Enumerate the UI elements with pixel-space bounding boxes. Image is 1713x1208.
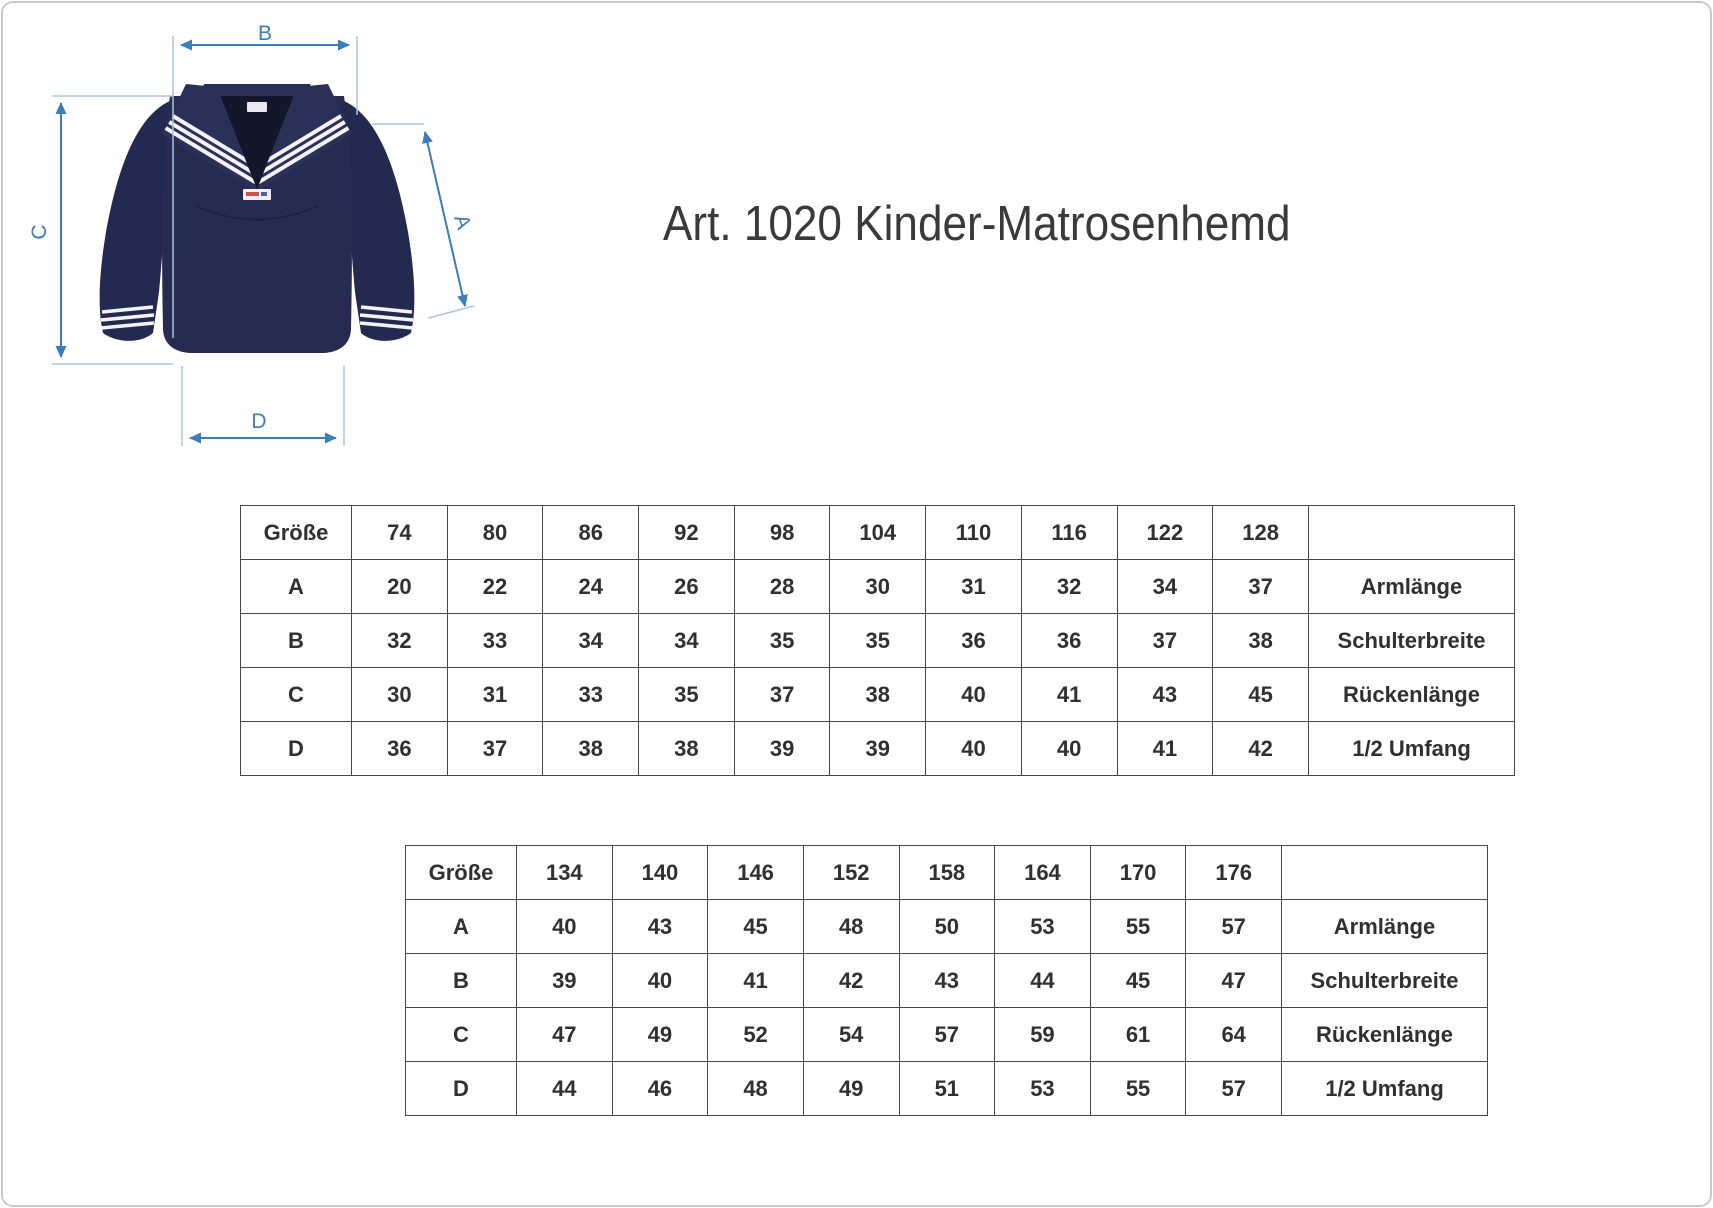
- inner-neck-tag: [247, 102, 267, 112]
- size-header-cell: 80: [447, 506, 543, 560]
- measure-value-cell: 64: [1186, 1008, 1282, 1062]
- measure-value-cell: 40: [926, 722, 1022, 776]
- size-header-cell: 176: [1186, 846, 1282, 900]
- measure-value-cell: 36: [1021, 614, 1117, 668]
- size-header-cell: 92: [639, 506, 735, 560]
- measure-value-cell: 33: [447, 614, 543, 668]
- measure-value-cell: 41: [1021, 668, 1117, 722]
- measure-label-header-empty: [1282, 846, 1488, 900]
- measure-value-cell: 38: [543, 722, 639, 776]
- size-header-label: Größe: [241, 506, 352, 560]
- measure-value-cell: 61: [1090, 1008, 1186, 1062]
- measure-value-cell: 24: [543, 560, 639, 614]
- measure-value-cell: 28: [734, 560, 830, 614]
- measure-value-cell: 55: [1090, 1062, 1186, 1116]
- measure-key-cell: A: [241, 560, 352, 614]
- measure-value-cell: 42: [803, 954, 899, 1008]
- measure-key-cell: D: [406, 1062, 517, 1116]
- measure-label-cell: Armlänge: [1309, 560, 1515, 614]
- measure-value-cell: 39: [517, 954, 613, 1008]
- size-header-cell: 104: [830, 506, 926, 560]
- measure-row-c: [406, 1008, 1488, 1062]
- measure-value-cell: 57: [1186, 900, 1282, 954]
- measure-value-cell: 34: [639, 614, 735, 668]
- size-header-cell: 86: [543, 506, 639, 560]
- measure-value-cell: 53: [995, 1062, 1091, 1116]
- measure-row-d: [406, 1062, 1488, 1116]
- measure-value-cell: 20: [352, 560, 448, 614]
- measure-label-cell: Rückenlänge: [1282, 1008, 1488, 1062]
- measure-value-cell: 40: [1021, 722, 1117, 776]
- measure-row-a: [241, 560, 1515, 614]
- page-title: Art. 1020 Kinder-Matrosenhemd: [663, 197, 1291, 251]
- measure-value-cell: 57: [899, 1008, 995, 1062]
- measure-label-cell: Schulterbreite: [1309, 614, 1515, 668]
- measure-key-cell: B: [241, 614, 352, 668]
- measure-label-cell: Schulterbreite: [1282, 954, 1488, 1008]
- measure-value-cell: 47: [517, 1008, 613, 1062]
- size-header-cell: 140: [612, 846, 708, 900]
- measure-value-cell: 41: [1117, 722, 1213, 776]
- measure-key-cell: C: [241, 668, 352, 722]
- measure-value-cell: 52: [708, 1008, 804, 1062]
- size-header-cell: 164: [995, 846, 1091, 900]
- measure-value-cell: 30: [830, 560, 926, 614]
- size-header-cell: 122: [1117, 506, 1213, 560]
- measure-value-cell: 33: [543, 668, 639, 722]
- measure-value-cell: 32: [352, 614, 448, 668]
- measure-value-cell: 35: [734, 614, 830, 668]
- dimension-label-d: D: [251, 410, 267, 433]
- measure-value-cell: 47: [1186, 954, 1282, 1008]
- size-header-row: [241, 506, 1515, 560]
- size-table-134-176: [405, 845, 1488, 1116]
- size-header-cell: 170: [1090, 846, 1186, 900]
- measure-value-cell: 41: [708, 954, 804, 1008]
- measure-row-a: [406, 900, 1488, 954]
- measure-value-cell: 37: [447, 722, 543, 776]
- size-table-74-128: [240, 505, 1515, 776]
- measure-value-cell: 37: [734, 668, 830, 722]
- measure-row-b: [241, 614, 1515, 668]
- size-header-row: [406, 846, 1488, 900]
- measure-value-cell: 43: [899, 954, 995, 1008]
- measure-value-cell: 49: [612, 1008, 708, 1062]
- measure-value-cell: 43: [612, 900, 708, 954]
- measure-label-header-empty: [1309, 506, 1515, 560]
- size-header-cell: 110: [926, 506, 1022, 560]
- measure-value-cell: 30: [352, 668, 448, 722]
- measure-value-cell: 36: [352, 722, 448, 776]
- measure-value-cell: 44: [517, 1062, 613, 1116]
- measure-value-cell: 38: [639, 722, 735, 776]
- measure-label-cell: 1/2 Umfang: [1309, 722, 1515, 776]
- measure-value-cell: 31: [447, 668, 543, 722]
- measure-value-cell: 40: [517, 900, 613, 954]
- measure-value-cell: 22: [447, 560, 543, 614]
- measure-row-d: [241, 722, 1515, 776]
- size-header-label: Größe: [406, 846, 517, 900]
- measure-row-c: [241, 668, 1515, 722]
- measure-key-cell: B: [406, 954, 517, 1008]
- size-header-cell: 146: [708, 846, 804, 900]
- measure-value-cell: 57: [1186, 1062, 1282, 1116]
- measure-value-cell: 55: [1090, 900, 1186, 954]
- measure-value-cell: 37: [1213, 560, 1309, 614]
- measure-value-cell: 37: [1117, 614, 1213, 668]
- measure-key-cell: D: [241, 722, 352, 776]
- measure-value-cell: 35: [639, 668, 735, 722]
- size-header-cell: 116: [1021, 506, 1117, 560]
- dimension-label-a: A: [449, 211, 476, 233]
- measure-value-cell: 43: [1117, 668, 1213, 722]
- measure-value-cell: 45: [1213, 668, 1309, 722]
- sailor-shirt-illustration: [100, 84, 415, 353]
- dimension-label-c: C: [28, 224, 51, 240]
- measure-value-cell: 40: [926, 668, 1022, 722]
- measure-value-cell: 35: [830, 614, 926, 668]
- measure-value-cell: 48: [708, 1062, 804, 1116]
- size-header-cell: 128: [1213, 506, 1309, 560]
- measure-value-cell: 51: [899, 1062, 995, 1116]
- measure-value-cell: 32: [1021, 560, 1117, 614]
- measure-value-cell: 48: [803, 900, 899, 954]
- measure-row-b: [406, 954, 1488, 1008]
- measure-value-cell: 59: [995, 1008, 1091, 1062]
- measure-value-cell: 34: [543, 614, 639, 668]
- shirt-measurement-diagram: [0, 0, 490, 465]
- measure-key-cell: C: [406, 1008, 517, 1062]
- size-header-cell: 134: [517, 846, 613, 900]
- measure-value-cell: 49: [803, 1062, 899, 1116]
- size-header-cell: 158: [899, 846, 995, 900]
- measure-value-cell: 38: [830, 668, 926, 722]
- measure-label-cell: 1/2 Umfang: [1282, 1062, 1488, 1116]
- measure-value-cell: 40: [612, 954, 708, 1008]
- measure-value-cell: 44: [995, 954, 1091, 1008]
- measure-value-cell: 53: [995, 900, 1091, 954]
- measure-value-cell: 34: [1117, 560, 1213, 614]
- dimension-label-b: B: [257, 22, 273, 45]
- measure-label-cell: Armlänge: [1282, 900, 1488, 954]
- measure-value-cell: 39: [830, 722, 926, 776]
- measure-value-cell: 38: [1213, 614, 1309, 668]
- measure-label-cell: Rückenlänge: [1309, 668, 1515, 722]
- measure-value-cell: 39: [734, 722, 830, 776]
- size-header-cell: 74: [352, 506, 448, 560]
- size-header-cell: 152: [803, 846, 899, 900]
- measure-value-cell: 54: [803, 1008, 899, 1062]
- measure-value-cell: 45: [708, 900, 804, 954]
- size-header-cell: 98: [734, 506, 830, 560]
- measure-value-cell: 50: [899, 900, 995, 954]
- chest-label: [243, 189, 271, 200]
- measure-value-cell: 42: [1213, 722, 1309, 776]
- measure-value-cell: 31: [926, 560, 1022, 614]
- measure-value-cell: 45: [1090, 954, 1186, 1008]
- measure-value-cell: 26: [639, 560, 735, 614]
- measure-value-cell: 36: [926, 614, 1022, 668]
- measure-value-cell: 46: [612, 1062, 708, 1116]
- measure-key-cell: A: [406, 900, 517, 954]
